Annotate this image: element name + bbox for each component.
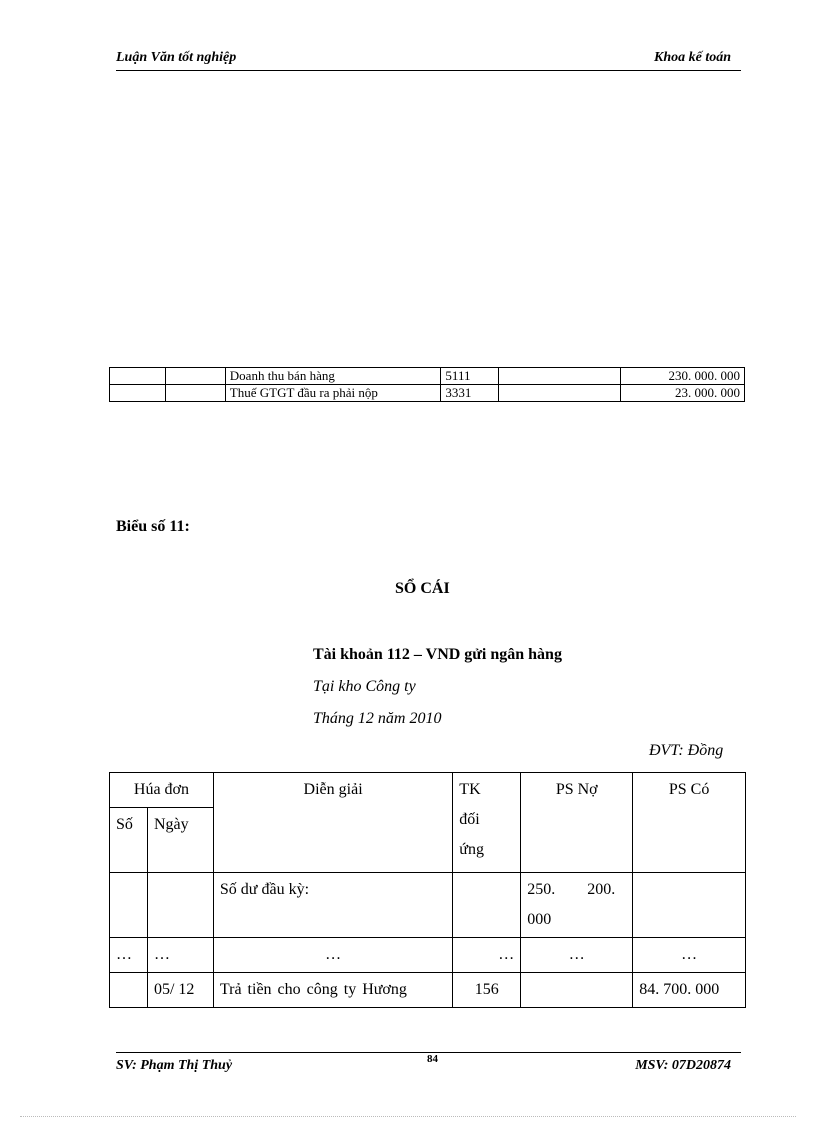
footer-student-id: MSV: 07D20874	[635, 1058, 731, 1073]
table-cell	[110, 973, 148, 1008]
header-faculty-label: Khoa kế toán	[653, 50, 731, 65]
debit-header: PS Nợ	[521, 773, 633, 873]
table-cell: 230. 000. 000	[621, 368, 745, 385]
opening-debit-value	[521, 873, 633, 938]
table-cell	[499, 368, 621, 385]
table-row	[110, 873, 746, 938]
period-label: Tháng 12 năm 2010	[313, 710, 442, 727]
revenue-table	[109, 367, 745, 402]
table-cell	[110, 368, 166, 385]
credit-header: PS Có	[633, 773, 746, 873]
invoice-date-header: Ngày	[147, 808, 213, 873]
table-cell	[633, 873, 746, 938]
page-footer	[116, 1052, 741, 1073]
footer-student-name: SV: Phạm Thị Thuỷ	[116, 1058, 233, 1073]
table-cell: Doanh thu bán hàng	[225, 368, 441, 385]
location-label: Tại kho Công ty	[313, 678, 416, 695]
table-cell: 156	[453, 973, 521, 1008]
ellipsis-cell: …	[110, 938, 148, 973]
page-bottom-divider	[20, 1116, 796, 1117]
invoice-number-header: Số	[110, 808, 148, 873]
ellipsis-cell: …	[633, 938, 746, 973]
table-row	[110, 973, 746, 1008]
description-header: Diễn giải	[213, 773, 452, 873]
account-heading: Tài khoản 112 – VND gửi ngân hàng	[313, 646, 562, 663]
ellipsis-cell: …	[147, 938, 213, 973]
table-cell	[110, 385, 166, 402]
page-header	[116, 50, 741, 71]
ledger-table	[109, 772, 746, 1008]
table-cell	[110, 873, 148, 938]
contra-account-header-text: TK đối ứng	[459, 781, 484, 858]
opening-debit-text: 250. 200. 000	[527, 881, 616, 928]
table-cell	[499, 385, 621, 402]
table-cell: 5111	[441, 368, 499, 385]
table-cell	[147, 873, 213, 938]
table-cell: 3331	[441, 385, 499, 402]
table-cell: 05/ 12	[147, 973, 213, 1008]
table-cell	[521, 973, 633, 1008]
ellipsis-cell: …	[213, 938, 452, 973]
table-row	[110, 368, 745, 385]
table-cell	[453, 873, 521, 938]
table-row	[110, 385, 745, 402]
table-cell: Thuế GTGT đầu ra phải nộp	[225, 385, 441, 402]
table-cell	[165, 385, 225, 402]
header-thesis-label: Luận Văn tốt nghiệp	[116, 50, 237, 65]
ellipsis-cell: …	[521, 938, 633, 973]
invoice-header: Húa đơn	[110, 773, 214, 808]
table-cell: 84. 700. 000	[633, 973, 746, 1008]
form-number-label: Biểu số 11:	[116, 518, 190, 535]
table-row	[110, 938, 746, 973]
ellipsis-cell: …	[453, 938, 521, 973]
table-cell	[165, 368, 225, 385]
opening-balance-label: Số dư đầu kỳ:	[213, 873, 452, 938]
table-header-row	[110, 773, 746, 808]
page-number: 84	[427, 1053, 438, 1065]
table-cell: 23. 000. 000	[621, 385, 745, 402]
ledger-title: SỔ CÁI	[395, 580, 450, 597]
table-cell: Trả tiền cho công ty Hương	[213, 973, 452, 1008]
currency-unit-label: ĐVT: Đồng	[649, 742, 724, 759]
contra-account-header	[453, 773, 521, 873]
